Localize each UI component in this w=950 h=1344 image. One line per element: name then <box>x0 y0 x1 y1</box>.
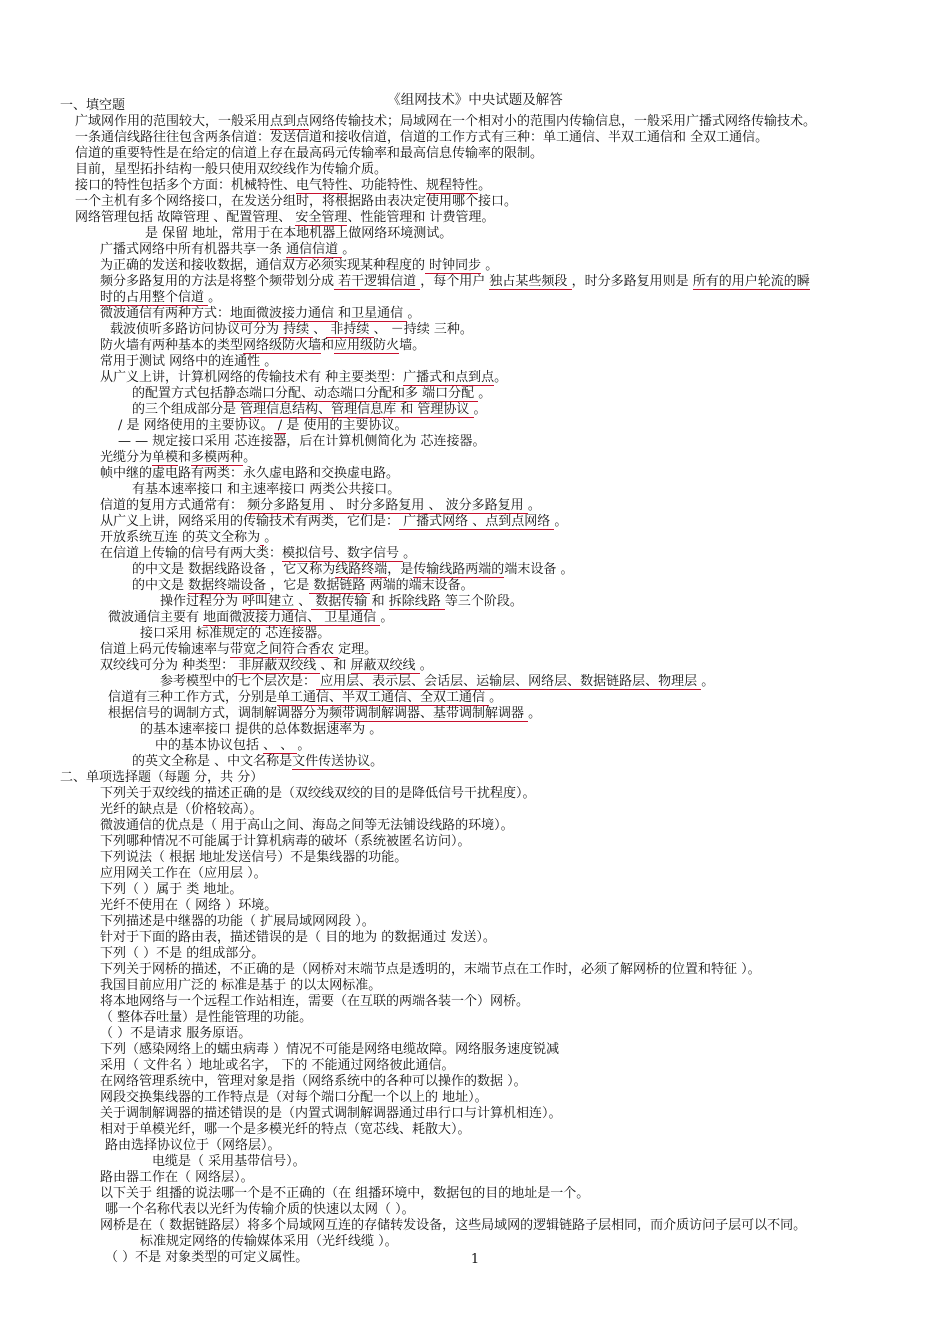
underlined-answer: 应用级防火 <box>334 338 400 353</box>
text-line <box>100 818 514 834</box>
underlined-answer: 广播式和点到点 <box>403 370 495 385</box>
text-line <box>100 1106 562 1122</box>
text-line <box>140 626 330 642</box>
underlined-answer: 网络级防火墙 <box>243 338 322 353</box>
text-segment: 。 <box>369 722 383 737</box>
text-line <box>155 738 310 754</box>
text-segment: 、和 <box>320 658 351 673</box>
underlined-answer: 规程特性 <box>426 178 479 193</box>
text-segment: — — 规定接口采用 芯连接器，后在计算机侧简化为 芯连接器。 <box>118 434 486 449</box>
text-line <box>160 674 714 690</box>
text-segment: 。 <box>297 738 311 753</box>
text-line <box>100 290 221 306</box>
text-segment: 、 －持续 三种。 <box>373 322 473 337</box>
text-line <box>118 418 407 434</box>
text-line <box>60 770 263 786</box>
text-segment: 。 <box>554 514 568 529</box>
text-segment: 开放系统互连 的英文全称为 <box>100 530 261 545</box>
text-line <box>75 114 816 130</box>
text-segment: 频分多路复用的方法是将整个频带划分成 <box>100 274 335 289</box>
text-line <box>100 994 529 1010</box>
underlined-answer: 点到点 <box>270 114 310 129</box>
text-segment: 中的基本协议包括 <box>155 738 264 753</box>
text-segment: 有基本速率接口 和主速率接口 两类公共接口。 <box>132 482 401 497</box>
text-segment: 。 <box>489 690 503 705</box>
underlined-answer: 数据传输 <box>311 594 372 609</box>
text-segment: 等三个阶段。 <box>444 594 523 609</box>
text-line <box>100 658 433 674</box>
underlined-answer: 通信信道 <box>286 242 343 257</box>
text-line <box>132 402 487 418</box>
text-line <box>75 162 387 178</box>
text-line <box>140 1234 398 1250</box>
text-line <box>132 578 474 594</box>
text-line <box>100 546 416 562</box>
text-line <box>100 242 355 258</box>
text-segment: ，它是 <box>270 578 310 593</box>
text-segment: 网络管理包括 故障管理 、配置管理、 <box>75 210 296 225</box>
text-segment: 关于调制解调器的描述错误的是（内置式调制解调器通过串行口与计算机相连）。 <box>100 1106 562 1121</box>
text-segment: 是 保留 地址，常用于在本地机器上做网络环境测试。 <box>145 226 453 241</box>
text-segment: 微波通信的优点是（ 用于高山之间、海岛之间等无法铺设线路的环境）。 <box>100 818 514 833</box>
text-segment: 墙。 <box>399 338 426 353</box>
text-line <box>105 1202 415 1218</box>
text-segment: 的英文全称是 <box>132 754 215 769</box>
text-line <box>160 594 523 610</box>
text-segment: 。 <box>264 530 278 545</box>
page-number: 1 <box>470 1252 480 1267</box>
underlined-answer: 拆除线路 <box>388 594 445 609</box>
text-segment: 信道的重要特性是在给定的信道上存在最高码元传输率和最高信息传输率的限制。 <box>75 146 544 161</box>
text-line <box>100 914 375 930</box>
text-line <box>110 322 473 338</box>
text-segment: 一个主机有多个网络接口，在发送分组时，将根据路由表决定使用哪个接口。 <box>75 194 518 209</box>
text-segment: 、 <box>298 594 312 609</box>
text-line <box>100 1042 559 1058</box>
text-segment: 的配置方式包括 <box>132 386 224 401</box>
text-segment: 微波通信有两种方式： <box>100 306 231 321</box>
underlined-answer: 卫星通信 <box>351 306 408 321</box>
text-segment: 。 <box>380 610 394 625</box>
text-segment: 防火墙有两种基本的类型 <box>100 338 244 353</box>
underlined-answer: 非屏蔽双绞线 <box>234 658 321 673</box>
text-line <box>60 98 125 114</box>
text-segment: 下列说法（ 根据 地址发送信号）不是集线器的功能。 <box>100 850 408 865</box>
text-segment: 。 <box>419 658 433 673</box>
underlined-answer: 独占某些频段 <box>489 274 572 289</box>
text-line <box>108 610 393 626</box>
text-segment: 接口采用 标准规定的 <box>140 626 262 641</box>
text-segment: 和 <box>178 450 192 465</box>
text-segment: （ 整体吞吐量）是性能管理的功能。 <box>100 1010 313 1025</box>
text-segment: 应用网关工作在（应用层 ）。 <box>100 866 267 881</box>
text-segment: 信道的复用方式通常有： <box>100 498 248 513</box>
text-segment: （ ）不是请求 服务原语。 <box>100 1026 252 1041</box>
text-segment: ，每个用户 <box>420 274 490 289</box>
text-segment: 路由选择协议位于（网络层）。 <box>105 1138 281 1153</box>
underlined-answer: 安全管理 <box>295 210 348 225</box>
text-segment: 两端的端末设备。 <box>369 578 474 593</box>
text-segment: 电缆是（ 采用基带信号）。 <box>152 1154 306 1169</box>
underlined-answer: 单模 <box>152 450 179 465</box>
text-line <box>108 690 502 706</box>
text-segment: 双绞线可分为 种类型： <box>100 658 235 673</box>
text-segment: 端末设备 。 <box>504 562 574 577</box>
text-segment: 下列哪种情况不可能属于计算机病毒的破坏（系统被匿名访问）。 <box>100 834 471 849</box>
underlined-answer: 传输线路两端的 <box>413 562 505 577</box>
text-line <box>100 306 420 322</box>
text-segment: 的基本速率接口 提供的总体数据速率为 <box>140 722 370 737</box>
text-segment: 、性能管理和 计费管理。 <box>347 210 495 225</box>
text-line <box>100 370 507 386</box>
underlined-answer: / <box>273 418 287 433</box>
text-line <box>100 802 263 818</box>
text-line <box>100 450 256 466</box>
text-line <box>105 1138 281 1154</box>
underlined-answer: 电气特性 <box>296 178 349 193</box>
text-segment: 二、单项选择题（每题 分，共 分） <box>60 770 264 785</box>
text-segment: ，时分多路复用则是 <box>571 274 693 289</box>
text-line <box>132 562 573 578</box>
text-segment: 从广义上讲，计算机网络的传输技术有 种主要类型： <box>100 370 404 385</box>
text-segment: 。 <box>370 754 384 769</box>
text-segment: 和 <box>321 338 335 353</box>
underlined-answer: 线路终端 <box>335 562 388 577</box>
underlined-answer: 所有的用户轮流的瞬 <box>692 274 810 289</box>
text-line <box>100 930 496 946</box>
underlined-answer: 地面微波接力通信 <box>230 306 339 321</box>
text-segment: 网桥是在（ 数据链路层）将多个局域网互连的存储转发设备，这些局域网的逻辑链路子层相同，而介质访问子层可以不同。 <box>100 1218 807 1233</box>
underlined-answer: 持续 <box>279 322 314 337</box>
text-line <box>100 642 377 658</box>
underlined-answer: 模拟信号、数字信号 <box>282 546 404 561</box>
text-segment: 。 <box>478 178 492 193</box>
text-segment: 参考模型中的七个层次是： <box>160 674 317 689</box>
text-line <box>132 482 400 498</box>
text-segment: 。 <box>481 258 499 273</box>
underlined-answer: 静态端口分配、动态端口分配和多 端口分配 <box>223 386 479 401</box>
text-line <box>100 962 761 978</box>
text-line <box>100 338 425 354</box>
text-segment: 是 使用的主要协议。 <box>286 418 408 433</box>
text-segment: 下列关于网桥的描述，不正确的是（网桥对末端节点是透明的，末端节点在工作时，必须了解网桥的位置和特征 ）。 <box>100 962 761 977</box>
text-segment: 光纤的缺点是（价格较高）。 <box>100 802 263 817</box>
underlined-answer: 应用层、表示层、会话层、运输层、网络层、数据链路层、物理层 <box>316 674 702 689</box>
text-segment: 。 <box>478 386 492 401</box>
text-segment: 。 <box>473 402 487 417</box>
underlined-answer: 屏蔽双绞线 <box>350 658 420 673</box>
text-segment: 以下关于 组播的说法哪一个是不正确的（在 组播环境中，数据包的目的地址是一个。 <box>100 1186 590 1201</box>
underlined-answer: 管理信息结构、管理信息库 和 管理协议 <box>240 402 474 417</box>
text-line <box>140 722 382 738</box>
underlined-answer: 数据链路 <box>309 578 370 593</box>
text-line <box>100 978 381 994</box>
text-segment: 标准规定网络的传输媒体采用（光纤线缆 ）。 <box>140 1234 398 1249</box>
text-segment: 。 <box>494 370 508 385</box>
underlined-answer: 单工通信、半双工通信、全双工通信 <box>277 690 490 705</box>
text-segment: / 是 网络使用的主要协议。 <box>118 418 274 433</box>
text-line <box>118 434 486 450</box>
text-line <box>75 130 768 146</box>
text-segment: ，是 <box>387 562 414 577</box>
text-segment: 定理。 <box>338 642 378 657</box>
text-line <box>100 1186 589 1202</box>
text-line <box>75 146 543 162</box>
text-segment: （ ）不是 对象类型的可定义属性。 <box>105 1250 309 1265</box>
text-line <box>108 706 541 722</box>
text-segment: 网段交换集线器的工作特点是（对每个端口分配一个以上的 地址）。 <box>100 1090 488 1105</box>
text-segment: 帧中继的虚电路有两类：永久虚电路和交换虚电路。 <box>100 466 400 481</box>
text-line <box>100 498 541 514</box>
underlined-answer: 若干逻辑信道 <box>334 274 421 289</box>
text-line <box>100 1026 251 1042</box>
text-segment: 和 <box>338 306 352 321</box>
underlined-answer: 地面微波接力通信、 卫星通信 <box>203 610 381 625</box>
text-line <box>100 866 267 882</box>
text-segment: 在信道上传输的信号有两大类： <box>100 546 283 561</box>
underlined-answer: 广播式网络 、点到点网络 <box>399 514 555 529</box>
text-line <box>100 1090 488 1106</box>
text-line <box>152 1154 306 1170</box>
text-segment: 我国目前应用广泛的 标准是基于 的以太网标准。 <box>100 978 382 993</box>
text-line <box>100 514 567 530</box>
text-segment: 、中文名称是 <box>214 754 293 769</box>
text-segment: 从广义上讲，网络采用的传输技术有两类，它们是： <box>100 514 400 529</box>
text-segment: 将本地网络与一个远程工作站相连，需要（在互联的两端各装一个）网桥。 <box>100 994 530 1009</box>
text-segment: 。 <box>528 706 542 721</box>
text-line <box>100 786 536 802</box>
text-segment: 。 <box>407 306 421 321</box>
text-segment: 下列描述是中继器的功能（ 扩展局域网网段 ）。 <box>100 914 375 929</box>
underlined-answer: 、 、 <box>263 738 298 753</box>
text-segment: 采用（ 文件名 ）地址或名字， 下的 不能通过网络彼此通信。 <box>100 1058 455 1073</box>
text-line <box>100 898 277 914</box>
text-segment: 一条通信线路往往包含两条信道：发送信道和接收信道，信道的工作方式有三种：单工通信、半双工通信和 全双工通信。 <box>75 130 769 145</box>
text-line <box>100 946 264 962</box>
text-segment: 光纤不使用在（ 网络 ）环境。 <box>100 898 278 913</box>
text-segment: 、功能特性、 <box>348 178 427 193</box>
text-segment: 、 <box>313 322 327 337</box>
text-segment: 广域网作用的范围较大，一般采用 <box>75 114 271 129</box>
underlined-answer: 文件传送协议 <box>292 754 371 769</box>
text-segment: 为正确的发送和接收数据，通信双方必须实现某种程度的 <box>100 258 426 273</box>
text-line <box>100 1170 254 1186</box>
text-line <box>100 850 407 866</box>
underlined-answer: 带宽之间符合香农 <box>230 642 339 657</box>
text-segment: 常用于测试 网络中的连通性 <box>100 354 261 369</box>
text-segment: 在网络管理系统中，管理对象是指（网络系统中的各种可以操作的数据 ）。 <box>100 1074 527 1089</box>
text-segment: 的中文是 数据线路设备 ，它又称为 <box>132 562 336 577</box>
underlined-answer: 时钟同步 <box>425 258 482 273</box>
text-line <box>100 834 471 850</box>
text-segment: 下列关于双绞线的描述正确的是（双绞线双绞的目的是降低信号干扰程度）。 <box>100 786 536 801</box>
text-segment: 下列（感染网络上的蠕虫病毒 ）情况不可能是网络电缆故障。网络服务速度锐减 <box>100 1042 560 1057</box>
text-segment: 操作过程分为 <box>160 594 243 609</box>
text-segment: 根据信号的调制方式，调制解调器分为 <box>108 706 330 721</box>
underlined-answer: 多模两种 <box>191 450 244 465</box>
text-line <box>100 530 277 546</box>
text-line <box>145 226 452 242</box>
text-segment: 。 <box>243 450 257 465</box>
page-title: 《组网技术》中央试题及解答 <box>387 92 563 108</box>
text-line <box>132 754 383 770</box>
text-segment: 接口的特性包括多个方面：机械特性、 <box>75 178 297 193</box>
text-segment: 网络传输技术；局域网在一个相对小的范围内传输信息，一般采用广播式网络传输技术。 <box>309 114 817 129</box>
text-segment: 。 <box>264 354 278 369</box>
text-line <box>100 1010 312 1026</box>
text-segment: 下列（ ）属于 类 地址。 <box>100 882 243 897</box>
text-line <box>100 258 498 274</box>
text-line <box>100 882 242 898</box>
text-segment: 。 <box>403 546 417 561</box>
text-segment: 和 <box>371 594 389 609</box>
text-segment: 微波通信主要有 <box>108 610 204 625</box>
underlined-answer: 数据终端设备 <box>188 578 271 593</box>
text-segment: 路由器工作在（ 网络层）。 <box>100 1170 254 1185</box>
text-segment: 。 <box>208 290 222 305</box>
text-line <box>100 1218 806 1234</box>
text-segment: 目前，星型拓扑结构一般只使用双绞线作为传输介质。 <box>75 162 388 177</box>
text-segment: 。 <box>701 674 715 689</box>
underlined-answer: 频带调制解调器、基带调制解调器 <box>329 706 529 721</box>
text-segment: 针对于下面的路由表，描述错误的是（ 目的地为 的数据通过 发送）。 <box>100 930 496 945</box>
text-line <box>132 386 491 402</box>
text-line <box>100 274 810 290</box>
text-line <box>75 210 495 226</box>
underlined-answer: 呼叫建立 <box>242 594 299 609</box>
text-segment: 的三个组成部分是 <box>132 402 241 417</box>
text-segment: 。 <box>527 498 541 513</box>
text-segment: 广播式网络中所有机器共享一条 <box>100 242 287 257</box>
text-line <box>100 1058 455 1074</box>
text-segment: 相对于单模光纤，哪一个是多模光纤的特点（宽芯线、耗散大）。 <box>100 1122 471 1137</box>
underlined-answer: 时的占用整个信道 <box>100 290 209 305</box>
text-segment: 光缆分为 <box>100 450 153 465</box>
text-segment: 的中文是 <box>132 578 189 593</box>
text-line <box>100 1074 527 1090</box>
text-segment: 载波侦听多路访问协议可分为 <box>110 322 280 337</box>
text-segment: 哪一个名称代表以光纤为传输介质的快速以太网（ ）。 <box>105 1202 415 1217</box>
text-segment: 下列（ ）不是 的组成部分。 <box>100 946 265 961</box>
underlined-answer: 频分多路复用 、 时分多路复用 、 波分多路复用 <box>247 498 528 513</box>
text-segment: 芯连接器。 <box>265 626 331 641</box>
underlined-answer: 非持续 <box>326 322 374 337</box>
text-segment: 信道上码元传输速率与 <box>100 642 231 657</box>
text-line <box>75 178 491 194</box>
text-segment: 。 <box>342 242 356 257</box>
text-line <box>100 466 399 482</box>
text-line <box>100 1122 471 1138</box>
text-segment: 一、填空题 <box>60 98 126 113</box>
text-line <box>100 354 277 370</box>
text-line <box>75 194 517 210</box>
text-segment: 信道有三种工作方式，分别是 <box>108 690 278 705</box>
